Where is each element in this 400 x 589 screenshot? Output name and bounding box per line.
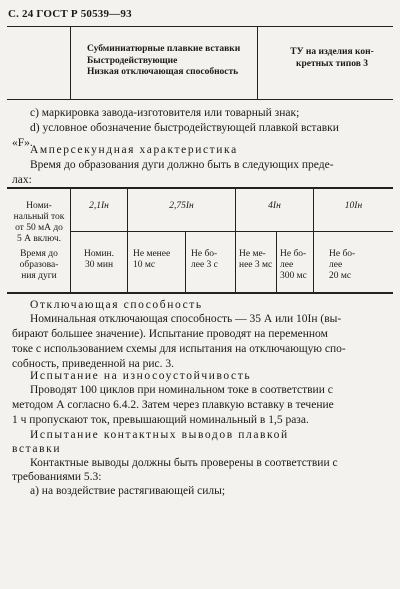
list-item-d: d) условное обозначение быстродействующей плавкой вставки (30, 122, 339, 134)
reference-line: ТУ на изделия кон- (290, 47, 374, 57)
time-current-table (7, 187, 393, 294)
list-item-d-cont: «F». (12, 137, 33, 149)
paragraph-line: Контактные выводы должны быть проверены в соответствии с (30, 457, 338, 469)
list-item-a: а) на воздействие растягивающей силы; (30, 485, 226, 497)
title-line: Субминиатюрные плавкие вставки (87, 44, 241, 54)
cell-2-75-max: Не бо- лее 3 с (191, 249, 218, 270)
paragraph-line: 1 ч пропускают ток, превышающий номинальный в 1,5 раза. (12, 414, 309, 426)
section-heading-endurance: Испытание на износоустойчивость (30, 370, 252, 382)
section-heading-terminals: Испытание контактных выводов плавкой (30, 429, 289, 441)
paragraph-line: требованиями 5.3: (12, 471, 102, 483)
paragraph-line: Проводят 100 циклов при номинальном токе в соответствии с (30, 384, 333, 396)
paragraph-line: Номинальная отключающая способность — 35 А или 10Iн (вы- (30, 313, 342, 325)
title-line: Быстродействующие (87, 55, 178, 66)
section-heading-terminals-cont: вставки (12, 443, 62, 455)
cell-4-max: Не бо- лее 300 мс (280, 249, 307, 281)
current-10: 10Iн (344, 201, 363, 211)
paragraph-line: собность, приведенной на рис. 3. (12, 358, 174, 370)
paragraph-line: Время до образования дуги должно быть в следующих преде- (30, 159, 334, 171)
title-box (7, 26, 393, 100)
reference-line: кретных типов 3 (295, 59, 369, 69)
current-2-1: 2,1Iн (89, 201, 109, 211)
paragraph-line: методом А согласно 6.4.2. Затем через плавкую вставку в течение (12, 399, 334, 411)
cell-2-1: Номин. 30 мин (84, 249, 114, 270)
list-item-c: c) маркировка завода-изготовителя или товарный знак; (30, 107, 300, 119)
cell-4-min: Не ме- нее 3 мс (239, 249, 273, 270)
current-2-75: 2,75Iн (169, 201, 194, 211)
title-box-reference (277, 46, 387, 70)
cell-2-75-min: Не менее 10 мс (133, 249, 171, 270)
page-header: С. 24 ГОСТ Р 50539—93 (8, 8, 132, 20)
arc-time-label: Время до образова- ния дуги (19, 249, 59, 281)
title-box-description (87, 44, 255, 79)
current-4: 4Iн (268, 201, 281, 211)
paragraph-line: токе с использованием схемы для испытания на отключающую спо- (12, 343, 346, 355)
rated-current-label: Номи- нальный ток от 50 мА до 5 А включ. (13, 201, 65, 244)
title-line: Низкая отключающая способность (87, 67, 239, 77)
cell-10: Не бо- лее 20 мс (329, 249, 356, 281)
paragraph-line: лах: (12, 174, 32, 186)
paragraph-line: бирают большее значение). Испытание проводят на переменном (12, 328, 328, 340)
section-heading-breaking-capacity: Отключающая способность (30, 299, 203, 311)
section-heading-ampere-second: Амперсекундная характеристика (30, 144, 238, 156)
